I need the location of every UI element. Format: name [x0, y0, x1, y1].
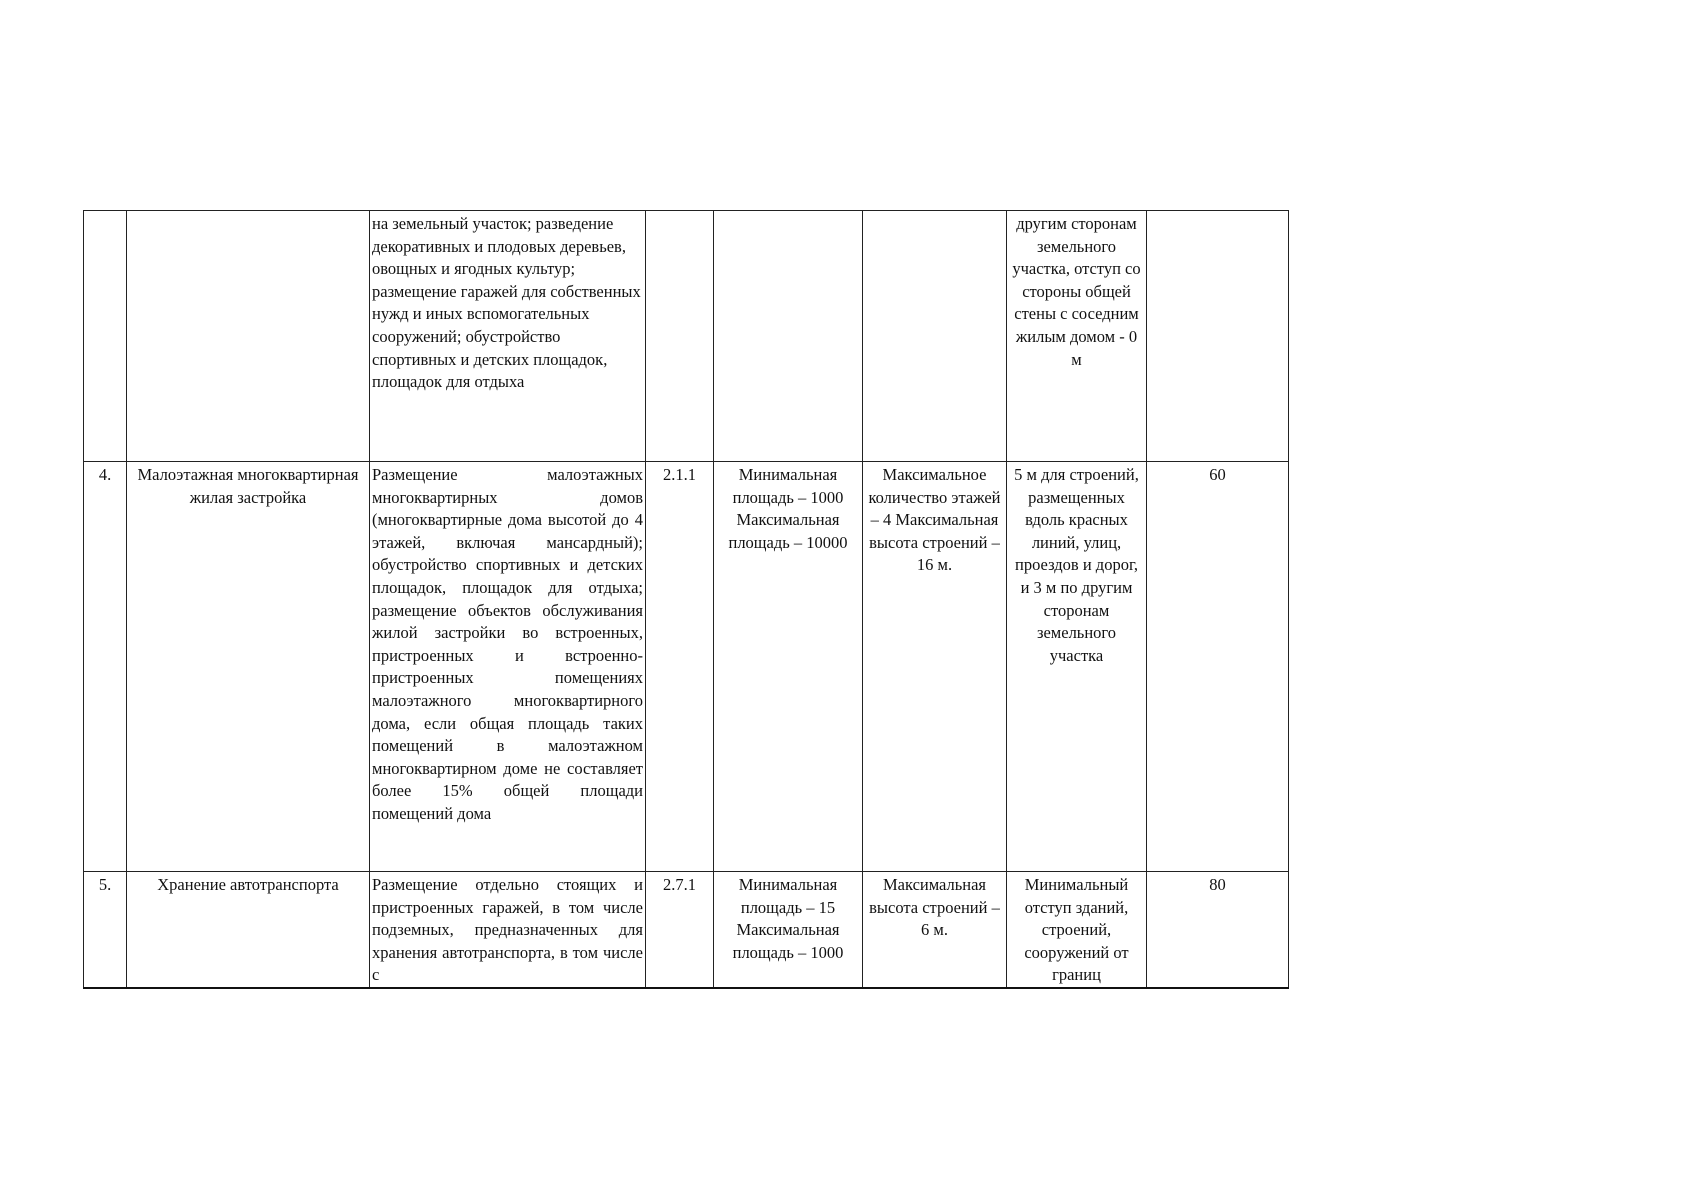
use-name-cell: Хранение автотранспорта	[127, 872, 370, 988]
row-number-cell: 5.	[84, 872, 127, 988]
coverage-percent-cell	[1147, 211, 1289, 462]
regulations-table	[83, 210, 1289, 989]
use-name-cell: Малоэтажная многоквартирная жилая застройка	[127, 462, 370, 872]
table-row	[84, 872, 1289, 988]
row-number-cell: 4.	[84, 462, 127, 872]
plot-area-cell	[714, 211, 863, 462]
table-row	[84, 211, 1289, 462]
code-cell	[646, 211, 714, 462]
table-row	[84, 462, 1289, 872]
row-number-cell	[84, 211, 127, 462]
use-name-cell	[127, 211, 370, 462]
plot-area-cell: Минимальная площадь – 1000 Максимальная площадь – 10000	[714, 462, 863, 872]
code-cell: 2.1.1	[646, 462, 714, 872]
floors-height-cell: Максимальная высота строений – 6 м.	[863, 872, 1007, 988]
setback-cell: 5 м для строений, размещенных вдоль красных линий, улиц, проездов и дорог, и 3 м по другим сторонам земельного участка	[1007, 462, 1147, 872]
setback-cell: Минимальный отступ зданий, строений, сооружений от границ	[1007, 872, 1147, 988]
coverage-percent-cell: 80	[1147, 872, 1289, 988]
floors-height-cell: Максимальное количество этажей – 4 Максимальная высота строений – 16 м.	[863, 462, 1007, 872]
floors-height-cell	[863, 211, 1007, 462]
description-cell: Размещение малоэтажных многоквартирных домов (многоквартирные дома высотой до 4 этажей, включая мансардный); обустройство спортивных и детских площадок, площадок для отдыха; размещение объектов обслуживания жилой застройки во встроенных, пристроенных и встроенно-пристроенных помещениях малоэтажного многоквартирного дома, если общая площадь таких помещений в малоэтажном многоквартирном доме не составляет более 15% общей площади помещений дома	[370, 462, 646, 872]
description-cell: на земельный участок; разведение декоративных и плодовых деревьев, овощных и ягодных культур; размещение гаражей для собственных нужд и иных вспомогательных сооружений; обустройство спортивных и детских площадок, площадок для отдыха	[370, 211, 646, 462]
setback-cell: другим сторонам земельного участка, отступ со стороны общей стены с соседним жилым домом - 0 м	[1007, 211, 1147, 462]
plot-area-cell: Минимальная площадь – 15 Максимальная площадь – 1000	[714, 872, 863, 988]
description-cell: Размещение отдельно стоящих и пристроенных гаражей, в том числе подземных, предназначенных для хранения автотранспорта, в том числе с	[370, 872, 646, 988]
coverage-percent-cell: 60	[1147, 462, 1289, 872]
code-cell: 2.7.1	[646, 872, 714, 988]
